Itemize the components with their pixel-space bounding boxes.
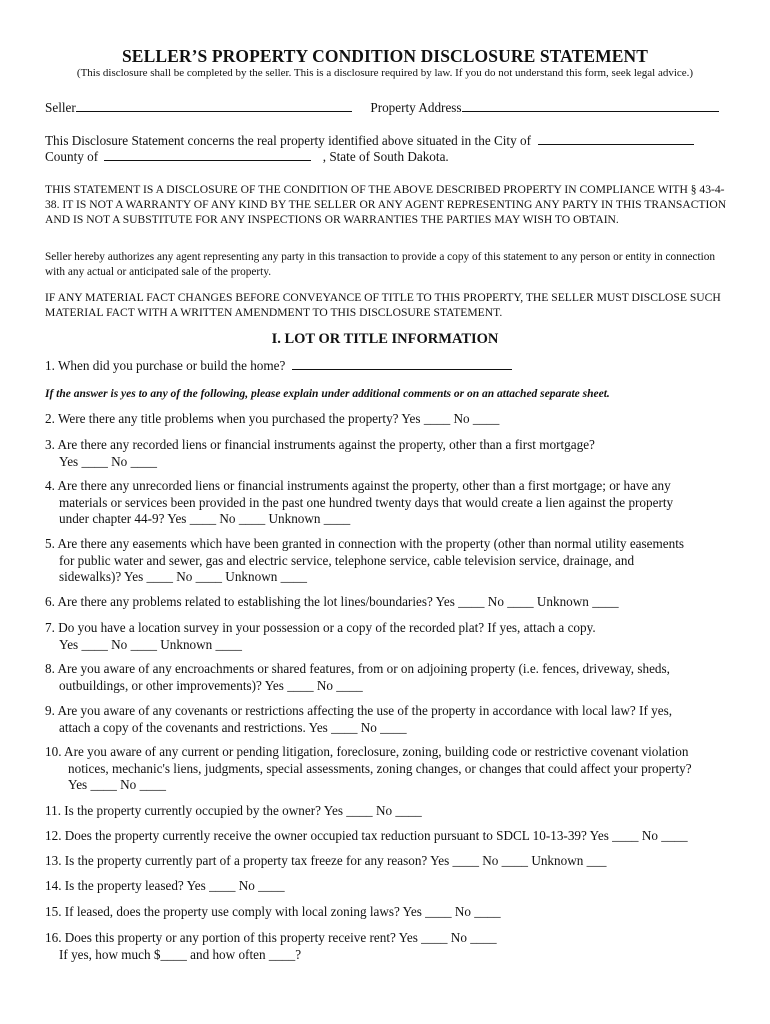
seller-label: Seller [45,100,76,115]
city-field[interactable] [538,132,694,145]
question-16-answer: If yes, how much $____ and how often ____? [59,946,302,962]
seller-field[interactable] [76,99,352,112]
form-subtitle: (This disclosure shall be completed by the seller. This is a disclosure required by law. If you do not understand this form, seek legal advice.) [76,67,694,79]
material-fact-notice: IF ANY MATERIAL FACT CHANGES BEFORE CONVEYANCE OF TITLE TO THIS PROPERTY, THE SELLER MUST DISCLOSE SUCH MATERIAL FACT WITH A WRITTEN AMENDMENT TO THIS DISCLOSURE STATEMENT. [45,291,721,319]
question-7 [45,620,735,653]
question-9-text: 9. Are you aware of any covenants or restrictions affecting the use of the property in accordance with local law? If yes, [45,703,673,718]
county-row [45,148,449,165]
question-13 [45,853,735,870]
question-15-text: 15. If leased, does the property use comply with local zoning laws? Yes ____ No ____ [45,904,501,919]
city-row [45,132,694,149]
question-3-text: 3. Are there any recorded liens or financial instruments against the property, other than a first mortgage? [45,437,595,452]
question-7-answer: Yes ____ No ____ Unknown ____ [59,636,242,652]
question-4-text: 4. Are there any unrecorded liens or financial instruments against the property, other than a first mortgage; or have any [45,478,671,493]
question-9 [45,703,735,736]
question-5-answer: sidewalks)? Yes ____ No ____ Unknown ____ [59,569,307,584]
question-10-answer: Yes ____ No ____ [68,777,166,792]
question-10-text: 10. Are you aware of any current or pending litigation, foreclosure, zoning, building code or restrictive covenant violation [45,744,689,759]
question-13-text: 13. Is the property currently part of a property tax freeze for any reason? Yes ____ No ____ Unknown ___ [45,853,607,868]
question-12-text: 12. Does the property currently receive the owner occupied tax reduction pursuant to SDCL 10-13-39? Yes ____ No ____ [45,828,688,843]
question-2 [45,411,735,428]
question-4-text-cont: materials or services been provided in the past one hundred twenty days that would create a lien against the property [59,494,674,510]
disclosure-notice: THIS STATEMENT IS A DISCLOSURE OF THE CONDITION OF THE ABOVE DESCRIBED PROPERTY IN COMPLIANCE WITH § 43-4-38. IT IS NOT A WARRANTY OF ANY KIND BY THE SELLER OR ANY AGENT REPRESENTING ANY PARTY IN THIS TRANSACTION AND IS NOT A SUBSTITUTE FOR ANY INSPECTIONS OR WARRANTIES THE PARTIES MAY WISH TO OBTAIN. [45,183,727,226]
question-11-text: 11. Is the property currently occupied by the owner? Yes ____ No ____ [45,803,422,818]
question-1 [45,357,512,374]
question-16-text: 16. Does this property or any portion of this property receive rent? Yes ____ No ____ [45,930,497,945]
question-15 [45,904,735,921]
question-4-answer: under chapter 44-9? Yes ____ No ____ Unknown ____ [59,511,351,526]
question-5 [45,536,735,586]
question-16 [45,930,735,963]
state-text: , State of South Dakota. [322,149,449,164]
concerns-text: This Disclosure Statement concerns the real property identified above situated in the City of [45,133,531,148]
county-label: County of [45,149,99,164]
question-3 [45,437,735,470]
question-9-answer: attach a copy of the covenants and restrictions. Yes ____ No ____ [59,719,407,735]
question-8-text: 8. Are you aware of any encroachments or shared features, from or on adjoining property (i.e. fences, driveway, sheds, [45,661,670,676]
question-7-text: 7. Do you have a location survey in your possession or a copy of the recorded plat? If yes, attach a copy. [45,620,596,635]
question-5-text: 5. Are there any easements which have been granted in connection with the property (other than normal utility easements [45,536,685,551]
question-4 [45,478,735,528]
question-12 [45,828,735,845]
question-10-text-cont: notices, mechanic's liens, judgments, special assessments, zoning changes, or changes that could affect your property? [68,760,692,776]
section-heading-lot-title: I. LOT OR TITLE INFORMATION [271,331,499,347]
property-address-label: Property Address [370,100,462,115]
form-title: SELLER’S PROPERTY CONDITION DISCLOSURE STATEMENT [121,46,649,66]
question-3-answer: Yes ____ No ____ [59,453,157,469]
authorization-paragraph: Seller hereby authorizes any agent representing any party in this transaction to provide a copy of this statement to any person or entity in connection with any actual or anticipated sale of the property. [45,251,716,278]
question-14-text: 14. Is the property leased? Yes ____ No ____ [45,878,285,893]
question-1-text: 1. When did you purchase or build the home? [45,358,286,373]
question-8-answer: outbuildings, or other improvements)? Yes ____ No ____ [59,677,363,693]
property-address-field[interactable] [462,99,719,112]
question-5-text-cont: for public water and sewer, gas and electric service, telephone service, cable television service, drainage, and [59,552,635,568]
county-field[interactable] [104,148,311,161]
question-6 [45,594,735,611]
purchase-date-field[interactable] [292,357,512,370]
question-2-text: 2. Were there any title problems when you purchased the property? Yes ____ No ____ [45,411,500,426]
question-10 [45,744,735,794]
seller-address-row [45,99,719,116]
instruction-note: If the answer is yes to any of the following, please explain under additional comments or on an attached separate sheet. [45,388,610,400]
question-6-text: 6. Are there any problems related to establishing the lot lines/boundaries? Yes ____ No ____ Unknown ____ [45,594,619,609]
question-8 [45,661,735,694]
question-14 [45,878,735,895]
question-11 [45,803,735,820]
